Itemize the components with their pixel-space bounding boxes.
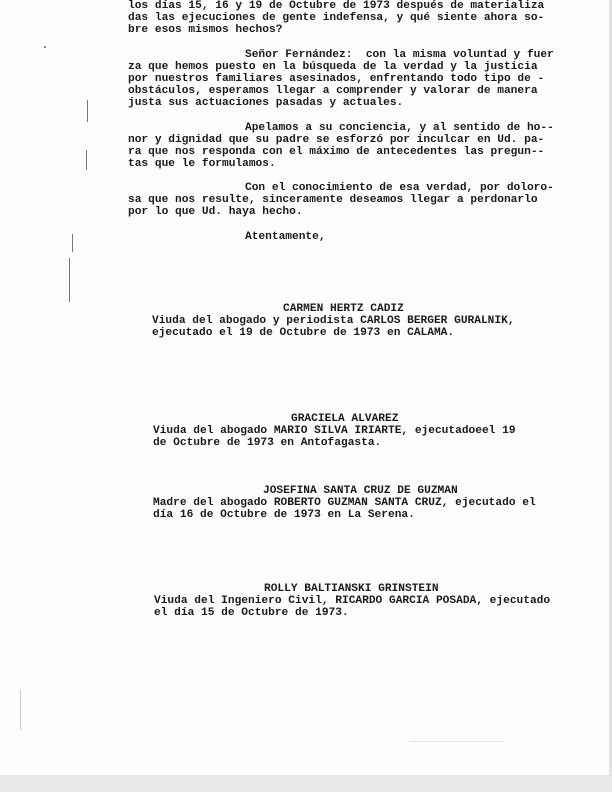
- signatory-2-line-2: de Octubre de 1973 en Antofagasta.: [153, 437, 382, 449]
- closing: Atentamente,: [245, 231, 326, 243]
- scan-mark: [69, 258, 70, 302]
- signatory-2-line-1: Viuda del abogado MARIO SILVA IRIARTE, ejecutadoeel 19: [153, 425, 516, 437]
- signatory-3-name: JOSEFINA SANTA CRUZ DE GUZMAN: [263, 485, 458, 497]
- paragraph-2-line-4: obstáculos, esperamos llegar a comprender y valorar de manera: [128, 85, 538, 97]
- paragraph-3-line-3: ra que nos responda con el máximo de antecedentes las pregun--: [128, 146, 545, 158]
- paragraph-4-line-1: Con el conocimiento de esa verdad, por doloro-: [245, 182, 554, 194]
- signatory-2-name: GRACIELA ALVAREZ: [291, 413, 399, 425]
- paragraph-1-line-3: bre esos mismos hechos?: [128, 24, 283, 36]
- signatory-1-line-1: Viuda del abogado y periodista CARLOS BERGER GURALNIK,: [152, 315, 515, 327]
- paragraph-2-line-2: za que hemos puesto en la búsqueda de la verdad y la justicia: [128, 61, 538, 73]
- scan-mark: [44, 46, 46, 48]
- signatory-1-line-2: ejecutado el 19 de Octubre de 1973 en CALAMA.: [152, 327, 455, 339]
- paragraph-2-line-5: justa sus actuaciones pasadas y actuales.: [128, 97, 404, 109]
- bleed-through-stamp: ‒‒‒‒‒‒‒‒‒‒‒‒: [410, 735, 504, 751]
- paragraph-3-line-4: tas que le formulamos.: [128, 158, 276, 170]
- signatory-1-name: CARMEN HERTZ CADIZ: [283, 303, 404, 315]
- paragraph-2-line-1: Señor Fernández: con la misma voluntad y fuer: [245, 49, 554, 61]
- paragraph-3-line-1: Apelamos a su conciencia, y al sentido de ho--: [245, 122, 554, 134]
- scan-mark: [20, 690, 21, 730]
- signatory-4-line-2: el día 15 de Octubre de 1973.: [154, 607, 349, 619]
- scan-mark: [87, 100, 88, 122]
- signatory-3-line-2: día 16 de Octubre de 1973 en La Serena.: [153, 509, 415, 521]
- signatory-4-line-1: Viuda del Ingeniero Civil, RICARDO GARCIA POSADA, ejecutado: [154, 595, 551, 607]
- signatory-4-name: ROLLY BALTIANSKI GRINSTEIN: [264, 583, 439, 595]
- scan-mark: [86, 150, 87, 170]
- paragraph-2-line-3: por nuestros familiares asesinados, enfrentando todo tipo de -: [128, 73, 545, 85]
- scan-bottom-strip: [0, 775, 612, 792]
- signatory-3-line-1: Madre del abogado ROBERTO GUZMAN SANTA CRUZ, ejecutado el: [153, 497, 536, 509]
- paragraph-3-line-2: nor y dignidad que su padre se esforzó por inculcar en Ud. pa-: [128, 134, 545, 146]
- paragraph-4-line-2: sa que nos resulte, sinceramente deseamos llegar a perdonarlo: [128, 194, 538, 206]
- scan-mark: [72, 234, 73, 252]
- paragraph-1-line-2: das las ejecuciones de gente indefensa, y qué siente ahora so-: [128, 12, 545, 24]
- paragraph-4-line-3: por lo que Ud. haya hecho.: [128, 206, 303, 218]
- paragraph-1-line-1: los días 15, 16 y 19 de Octubre de 1973 después de materializa: [128, 0, 545, 12]
